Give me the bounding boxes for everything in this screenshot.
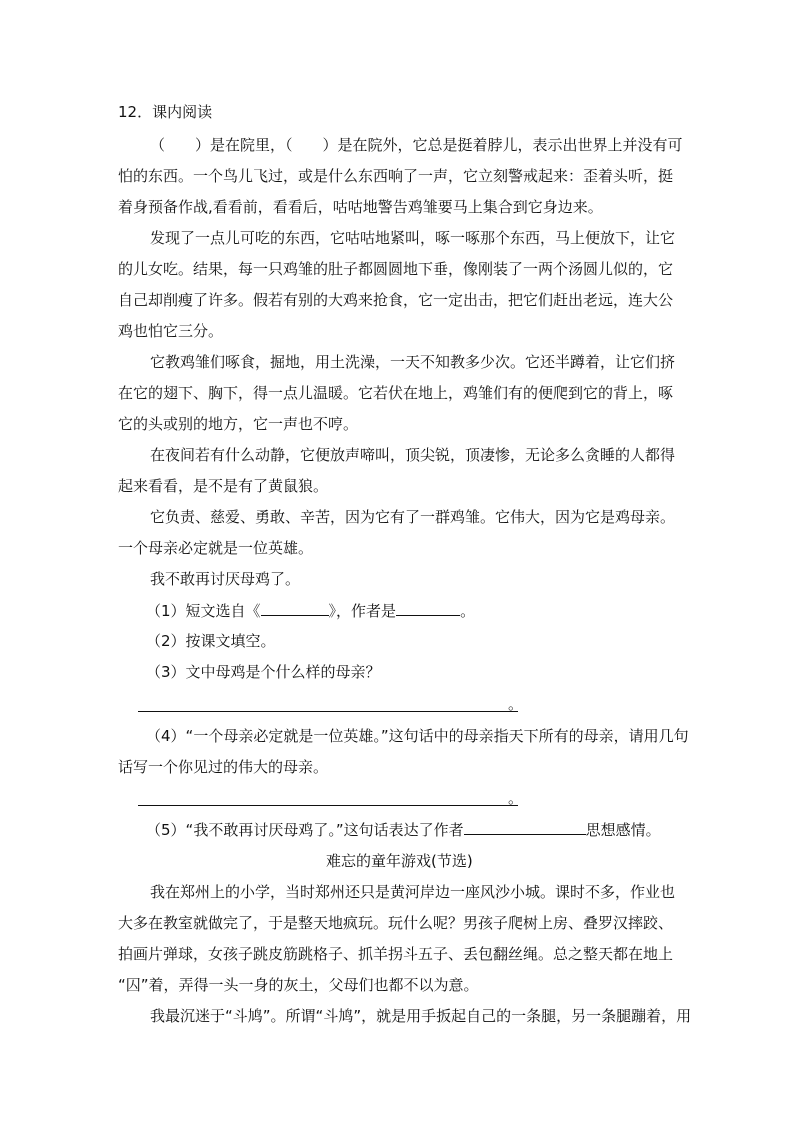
passage-title: 难忘的童年游戏(节选) <box>326 852 473 870</box>
question-3: （3）文中母鸡是个什么样的母亲？ <box>146 663 381 681</box>
passage-line: 自己却削瘦了许多。假若有别的大鸡来抢食，它一定出击，把它们赶出老远，连大公 <box>118 291 674 309</box>
answer-end-mark: 。 <box>508 789 524 807</box>
question-5-suffix: 思想感情。 <box>585 821 661 839</box>
answer-end-mark: 。 <box>508 695 524 713</box>
source-blank[interactable] <box>261 600 329 616</box>
passage-line: 它负责、慈爱、勇敢、辛苦，因为它有了一群鸡雏。它伟大，因为它是鸡母亲。 <box>150 508 676 526</box>
passage-line: 拍画片弹球，女孩子跳皮筋跳格子、抓羊拐斗五子、丢包翻丝绳。总之整天都在地上 <box>118 945 674 963</box>
feeling-blank[interactable] <box>464 819 586 835</box>
answer-line-3[interactable] <box>138 711 518 712</box>
passage-line: 着身预备作战,看看前，看看后，咕咕地警告鸡雏要马上集合到它身边来。 <box>118 198 603 216</box>
passage-line: 它的头或别的地方，它一声也不哼。 <box>118 415 359 433</box>
question-4: （4）“一个母亲必定就是一位英雄。”这句话中的母亲指天下所有的母亲，请用几句 <box>146 727 689 745</box>
passage-line: 大多在教室就做完了，于是整天地疯玩。玩什么呢？男孩子爬树上房、叠罗汉摔跤、 <box>118 914 674 932</box>
question-4-continued: 话写一个你见过的伟大的母亲。 <box>118 758 329 776</box>
passage-line: 我最沉迷于“斗鸠”。所谓“斗鸠”，就是用手扳起自己的一条腿，另一条腿蹦着，用 <box>150 1007 692 1025</box>
passage-line: “囚”着，弄得一头一身的灰土，父母们也都不以为意。 <box>118 976 479 994</box>
passage-line: 的儿女吃。结果，每一只鸡雏的肚子都圆圆地下垂，像刚装了一两个汤圆儿似的，它 <box>118 260 674 278</box>
answer-line-4[interactable] <box>138 805 518 806</box>
passage-line: 我不敢再讨厌母鸡了。 <box>150 570 301 588</box>
passage-line: 发现了一点儿可吃的东西，它咕咕地紧叫，啄一啄那个东西，马上便放下，让它 <box>150 229 676 247</box>
passage-line: 我在郑州上的小学，当时郑州还只是黄河岸边一座风沙小城。课时不多，作业也 <box>150 883 676 901</box>
question-1-suffix: 。 <box>460 602 476 620</box>
passage-line: 一个母亲必定就是一位英雄。 <box>118 539 314 557</box>
question-1 <box>146 600 475 621</box>
question-5-prefix: （5）“我不敢再讨厌母鸡了。”这句话表达了作者 <box>146 821 464 839</box>
question-5 <box>146 819 661 840</box>
passage-line: 起来看看，是不是有了黄鼠狼。 <box>118 477 329 495</box>
question-number: 12．课内阅读 <box>118 103 213 121</box>
passage-line: （ ）是在院里，（ ）是在院外，它总是挺着脖儿，表示出世界上并没有可 <box>150 136 683 154</box>
question-1-prefix: （1）短文选自《 <box>146 602 261 620</box>
question-2: （2）按课文填空。 <box>146 632 276 650</box>
passage-line: 鸡也怕它三分。 <box>118 322 224 340</box>
passage-line: 在它的翅下、胸下，得一点儿温暖。它若伏在地上，鸡雏们有的便爬到它的背上，啄 <box>118 384 674 402</box>
passage-line: 它教鸡雏们啄食，掘地，用土洗澡，一天不知教多少次。它还半蹲着，让它们挤 <box>150 353 676 371</box>
author-blank[interactable] <box>396 600 460 616</box>
passage-line: 怕的东西。一个鸟儿飞过，或是什么东西响了一声，它立刻警戒起来：歪着头听，挺 <box>118 167 674 185</box>
passage-line: 在夜间若有什么动静，它便放声啼叫，顶尖锐，顶凄惨，无论多么贪睡的人都得 <box>150 446 676 464</box>
question-1-middle: 》，作者是 <box>328 602 397 620</box>
